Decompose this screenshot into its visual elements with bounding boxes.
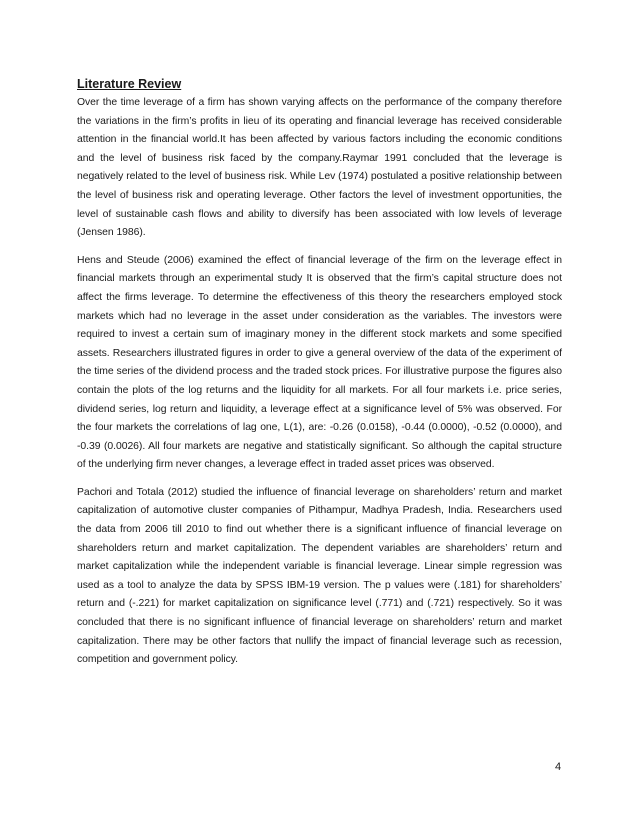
- section-heading: Literature Review: [77, 77, 182, 91]
- paragraph-2: Hens and Steude (2006) examined the effect of financial leverage of the firm on the leverage effect in financial markets through an experimental study It is observed that the firm’s capital structure does not affect the firms leverage. To determine the effectiveness of this theory the researchers employed stock markets which had no leverage in the asset under consideration as the variables. The investors were required to invest a certain sum of imaginary money in the different stock markets and some specified assets. Researchers illustrated figures in order to give a general overview of the data of the experiment of the time series of the dividend process and the traded stock prices. For illustrative purpose the figures also contain the plots of the log returns and the liquidity for all markets. For all four markets i.e. price series, dividend series, log return and liquidity, a leverage effect at a significance level of 5% was observed. For the four markets the correlations of lag one, L(1), are: -0.26 (0.0158), -0.44 (0.0000), -0.52 (0.0000), and -0.39 (0.0026). All four markets are negative and statistically significant. So although the capital structure of the underlying firm never changes, a leverage effect in traded asset prices was observed.: [77, 254, 562, 471]
- paragraph-1: Over the time leverage of a firm has shown varying affects on the performance of the company therefore the variations in the firm’s profits in lieu of its operating and financial leverage has received considerable attention in the financial world.It has been affected by various factors including the economic conditions and the level of business risk faced by the company.Raymar 1991 concluded that the leverage is negatively related to the level of business risk. While Lev (1974) postulated a positive relationship between the level of business risk and operating leverage. Other factors the level of investment opportunities, the level of sustainable cash flows and ability to diversify has been associated with low levels of leverage (Jensen 1986).: [77, 97, 562, 239]
- page-number: 4: [555, 761, 562, 773]
- page-content: [77, 76, 562, 679]
- paragraph-3: Pachori and Totala (2012) studied the influence of financial leverage on shareholders’ return and market capitalization of automotive cluster companies of Pithampur, Madhya Pradesh, India. Researchers used the data from 2006 till 2010 to find out whether there is a significant influence of financial leverage on shareholders return and market capitalization. The dependent variables are shareholders’ return and market capitalization while the independent variable is financial leverage. Linear simple regression was used as a tool to analyze the data by SPSS IBM-19 version. The p values were (.181) for shareholders’ return and (-.221) for market capitalization on significance level (.771) and (.721) respectively. So it was concluded that there is no significant influence of financial leverage on shareholders’ return and market capitalization. There may be other factors that nullify the impact of financial leverage such as recession, competition and government policy.: [77, 486, 562, 666]
